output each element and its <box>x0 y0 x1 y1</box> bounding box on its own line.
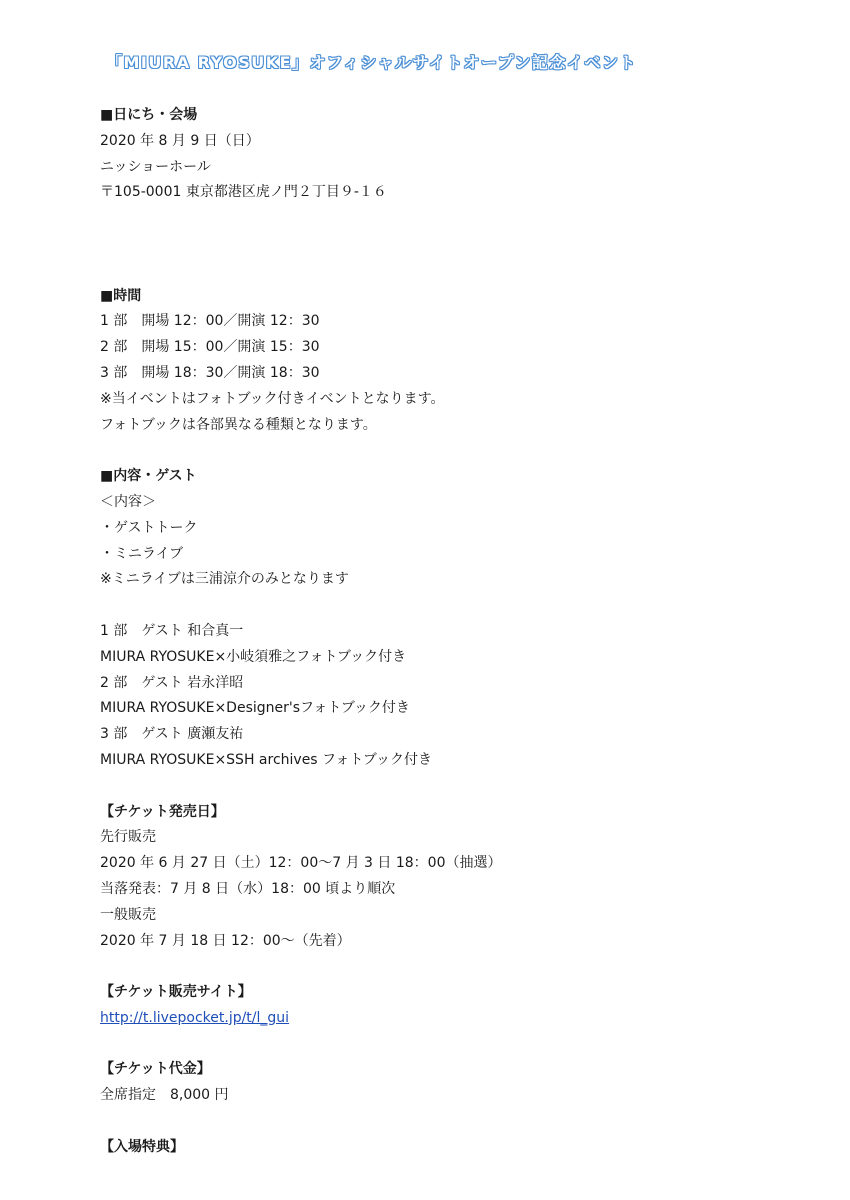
presale-label: 先行販売 <box>100 829 156 846</box>
section-heading-time: ■時間 <box>100 287 142 304</box>
spacer <box>100 1109 800 1135</box>
section-heading-ticket-site: 【チケット販売サイト】 <box>100 984 252 1001</box>
spacer <box>100 1032 800 1058</box>
content-item-mini-live: ・ミニライブ <box>100 545 184 562</box>
guest-part-2: 2 部 ゲスト 岩永洋昭 <box>100 674 244 691</box>
content-note: ※ミニライブは三浦涼介のみとなります <box>100 571 349 588</box>
section-heading-ticket-sale: 【チケット発売日】 <box>100 803 225 820</box>
lottery-result: 当落発表：7 月 8 日（水）18：00 頃より順次 <box>100 880 396 897</box>
time-note-1: ※当イベントはフォトブック付きイベントとなります。 <box>100 390 445 407</box>
spacer <box>100 954 800 980</box>
event-address: 〒105-0001 東京都港区虎ノ門２丁目９-１６ <box>100 184 387 201</box>
page-title: 「MIURA RYOSUKE」オフィシャルサイトオープン記念イベント <box>106 53 637 72</box>
ticket-site-link[interactable]: http://t.livepocket.jp/t/l_gui <box>100 1009 290 1026</box>
document-body <box>100 103 800 1161</box>
photobook-part-1: MIURA RYOSUKE×小岐須雅之フォトブック付き <box>100 648 407 665</box>
event-date: 2020 年 8 月 9 日（日） <box>100 132 260 149</box>
section-heading-date-venue: ■日にち・会場 <box>100 107 198 123</box>
general-sale-label: 一般販売 <box>100 906 156 923</box>
spacer <box>100 593 800 619</box>
ticket-price: 全席指定 8,000 円 <box>100 1087 229 1104</box>
time-part-1: 1 部 開場 12：00／開演 12：30 <box>100 313 320 330</box>
section-heading-entry-bonus: 【入場特典】 <box>100 1138 184 1155</box>
guest-part-1: 1 部 ゲスト 和合真一 <box>100 622 244 639</box>
photobook-part-2: MIURA RYOSUKE×Designer'sフォトブック付き <box>100 700 410 717</box>
content-subheading: ＜内容＞ <box>100 493 156 510</box>
guest-part-3: 3 部 ゲスト 廣瀬友祐 <box>100 726 244 743</box>
time-note-2: フォトブックは各部異なる種類となります。 <box>100 416 377 433</box>
photobook-part-3: MIURA RYOSUKE×SSH archives フォトブック付き <box>100 751 432 768</box>
spacer <box>100 206 800 232</box>
time-part-2: 2 部 開場 15：00／開演 15：30 <box>100 339 320 356</box>
section-heading-content-guest: ■内容・ゲスト <box>100 468 197 485</box>
spacer <box>100 258 800 284</box>
general-sale-date: 2020 年 7 月 18 日 12：00～（先着） <box>100 932 351 949</box>
time-part-3: 3 部 開場 18：30／開演 18：30 <box>100 364 320 381</box>
spacer <box>100 232 800 258</box>
content-item-guest-talk: ・ゲストトーク <box>100 519 198 536</box>
spacer <box>100 438 800 464</box>
event-venue: ニッショーホール <box>100 158 211 175</box>
presale-period: 2020 年 6 月 27 日（土）12：00～7 月 3 日 18：00（抽選） <box>100 855 502 872</box>
section-heading-ticket-price: 【チケット代金】 <box>100 1061 211 1078</box>
spacer <box>100 774 800 800</box>
